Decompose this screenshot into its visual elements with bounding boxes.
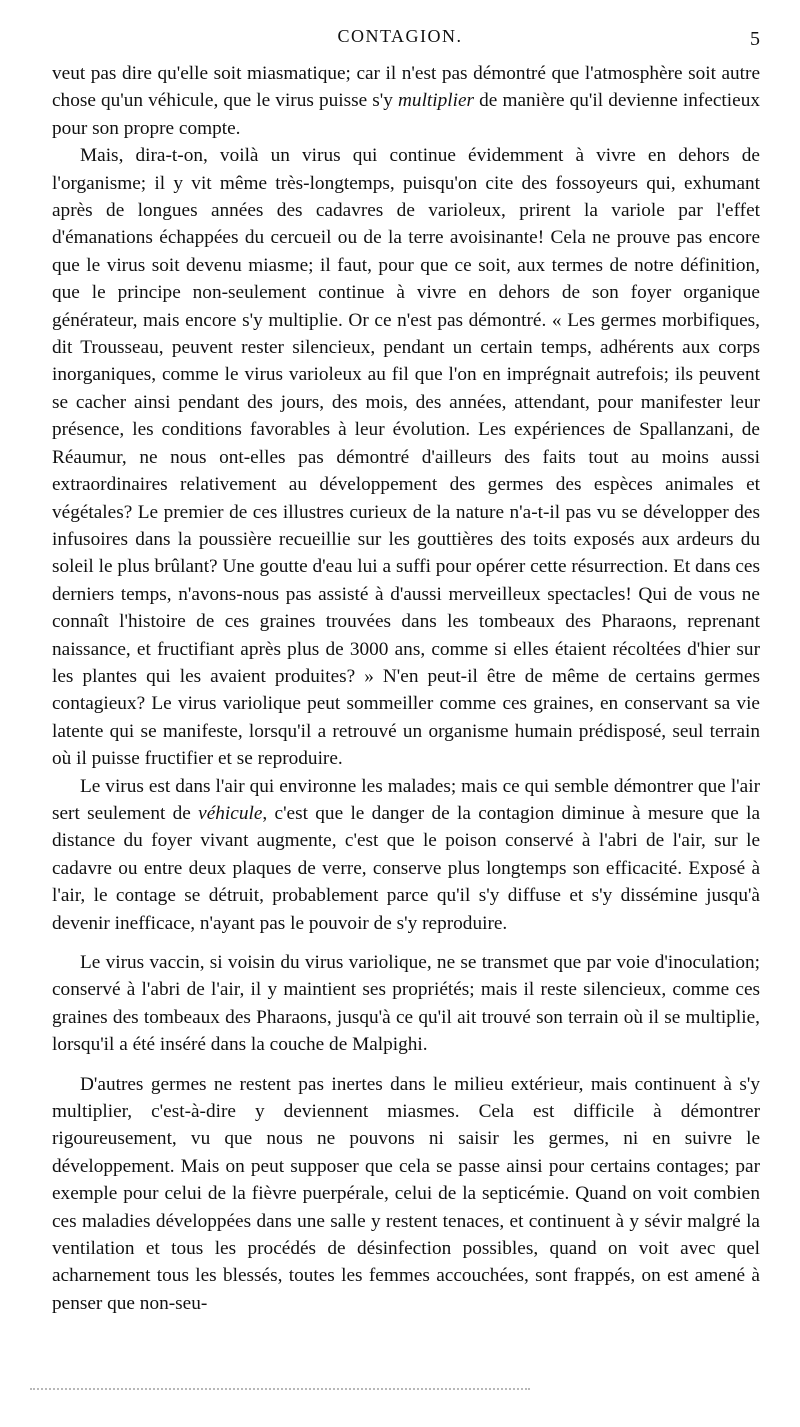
paragraph	[52, 773, 760, 937]
body-text	[52, 60, 760, 1317]
page-number: 5	[750, 28, 760, 50]
italic-term: multiplier	[398, 90, 475, 112]
paragraph-continued	[52, 60, 760, 142]
text-run: veut pas dire qu'elle soit miasmatique; car il n'est pas démontré que l'atmosphère soit autre chose qu'un véhicule, que le virus puisse s'y	[52, 63, 760, 112]
paragraph: Le virus vaccin, si voisin du virus variolique, ne se transmet que par voie d'inoculation; conservé à l'abri de l'air, il y maintient ses propriétés; mais il reste silencieux, comme ces graines des tombeaux des Pharaons, jusqu'à ce qu'il ait trouvé son terrain où il se multiplie, lorsqu'il a été inséré dans la couche de Malpighi.	[52, 952, 760, 1056]
paragraph: Mais, dira-t-on, voilà un virus qui continue évidemment à vivre en dehors de l'organisme; il y vit même très-longtemps, puisqu'on cite des fossoyeurs qui, exhumant après de longues années des cadavres de varioleux, prirent la variole par l'effet d'émanations échappées du cercueil ou de la terre avoisinante! Cela ne prouve pas encore que le virus soit devenu miasme; il faut, pour que ce soit, aux termes de notre définition, que le principe non-seulement continue à vivre en dehors de son foyer organique générateur, mais encore s'y multiplie. Or ce n'est pas démontré. « Les germes morbifiques, dit Trousseau, peuvent rester silencieux, pendant un certain temps, adhérents aux corps inorganiques, comme le virus varioleux au fil que l'on en imprégnait autrefois; ils peuvent se cacher ainsi pendant des jours, des mois, des années, attendant, pour manifester leur présence, les conditions favorables à leur évolution. Les expériences de Spallanzani, de Réaumur, ne nous ont-elles pas démontré d'ailleurs des faits tout au moins aussi extraordinaires relativement au développement des germes des espèces animales et végétales? Le premier de ces illustres curieux de la nature n'a-t-il pas vu se développer des infusoires dans la poussière recueillie sur les gouttières des toits exposés aux ardeurs du soleil le plus brûlant? Une goutte d'eau lui a suffi pour opérer cette résurrection. Et dans ces derniers temps, n'avons-nous pas assisté à d'aussi merveilleux spectacles! Qui de vous ne connaît l'histoire de ces graines trouvées dans les tombeaux des Pharaons, reprenant naissance, et fructifiant après plus de 3000 ans, comme si elles étaient récoltées d'hier sur les plantes qui les avaient produites? » N'en peut-il être de même de certains germes contagieux? Le virus variolique peut sommeiller comme ces graines, en conservant sa vie latente qui se manifeste, lorsqu'il a retrouvé un organisme humain prédisposé, seul terrain où il puisse fructifier et se reproduire.	[52, 145, 760, 770]
paragraph: D'autres germes ne restent pas inertes dans le milieu extérieur, mais continuent à s'y multiplier, c'est-à-dire y deviennent miasmes. Cela est difficile à démontrer rigoureusement, vu que nous ne pouvons ni saisir les germes, ni en suivre le développement. Mais on peut supposer que cela se passe ainsi pour certains contages; par exemple pour celui de la fièvre puerpérale, celui de la septicémie. Quand on voit combien ces maladies développées dans une salle y restent tenaces, et continuent à y sévir malgré la ventilation et tous les procédés de désinfection possibles, quand on voit avec quel acharnement tous les blessés, toutes les femmes accouchées, sont frappés, on est amené à penser que non-seu-	[52, 1073, 760, 1314]
italic-term: véhicule	[198, 802, 263, 824]
text-run: , c'est que le danger de la contagion diminue à mesure que la distance du foyer vivant augmente, c'est que le poison conservé à l'abri de l'air, sur le cadavre ou entre deux plaques de verre, conserve plus longtemps son efficacité. Exposé à l'air, le contage se détruit, probablement parce qu'il s'y diffuse et s'y dissémine jusqu'à devenir inefficace, n'ayant pas le pouvoir de s'y reproduire.	[52, 802, 760, 934]
text-run: Le virus est dans l'air qui environne les malades; mais ce qui semble démontrer que l'air sert seulement de	[52, 775, 760, 824]
running-head	[0, 22, 800, 52]
scan-noise-divider	[30, 1388, 530, 1390]
running-title: CONTAGION.	[337, 26, 463, 46]
text-run: de manière qu'il devienne infectieux pour son propre compte.	[52, 90, 760, 139]
